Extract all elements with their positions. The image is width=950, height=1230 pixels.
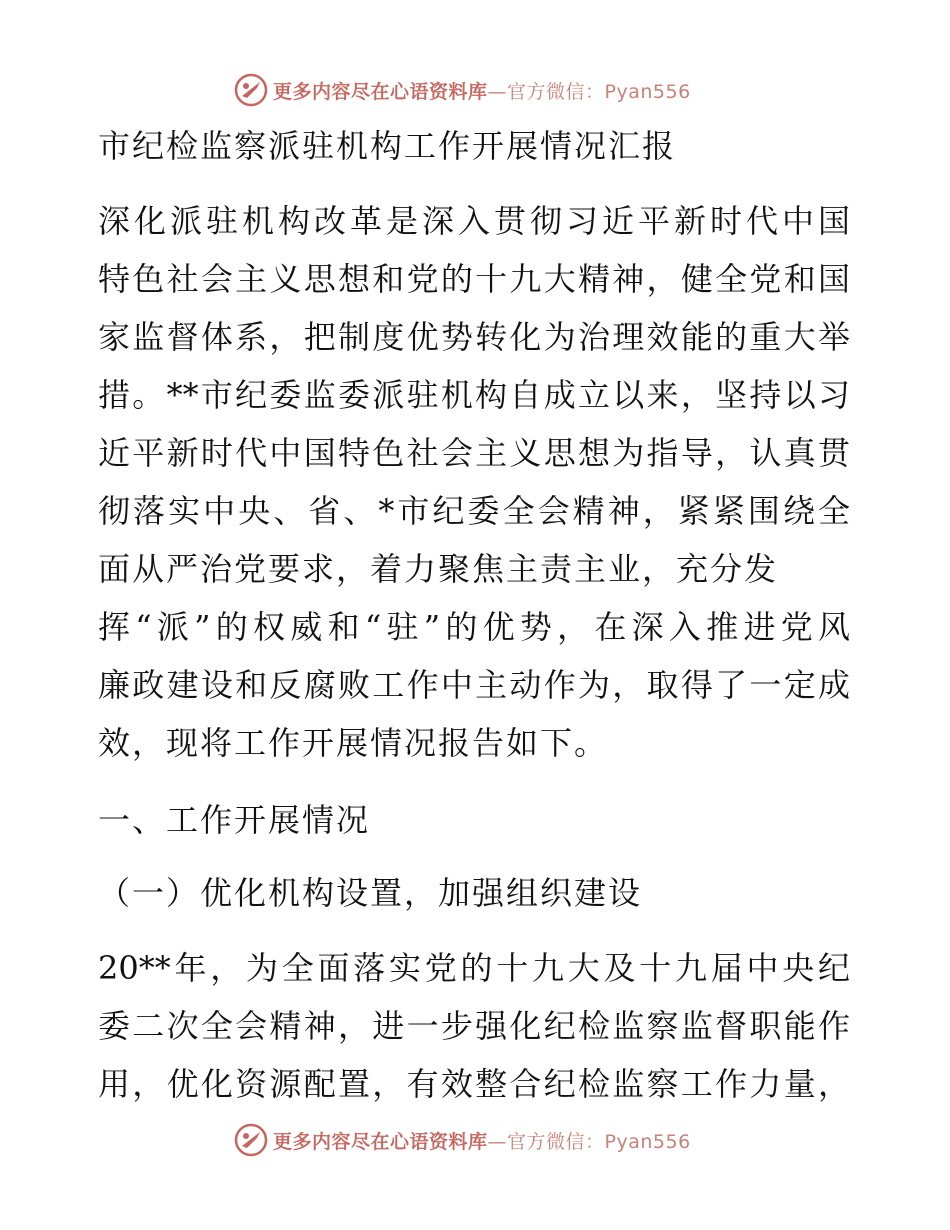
subsection-heading: （一）优化机构设置，加强组织建设	[98, 874, 643, 912]
logo-icon	[233, 72, 269, 108]
paragraph-line: 20**年，为全面落实党的十九大及十九届中央纪	[98, 949, 850, 987]
paragraph-line: 措。**市纪委监委派驻机构自成立以来，坚持以习	[98, 376, 850, 414]
section-heading: 一、工作开展情况	[98, 801, 371, 839]
watermark-footer	[233, 1120, 691, 1160]
document-title: 市纪检监察派驻机构工作开展情况汇报	[98, 127, 677, 165]
watermark-header	[233, 70, 691, 110]
paragraph-line: 委二次全会精神，进一步强化纪检监察监督职能作	[98, 1007, 850, 1045]
paragraph-line: 彻落实中央、省、*市纪委全会精神，紧紧围绕全	[98, 492, 850, 530]
paragraph-line: 面从严治党要求，着力聚焦主责主业，充分发	[98, 550, 779, 588]
paragraph-line: 效，现将工作开展情况报告如下。	[98, 724, 609, 762]
paragraph-line: 深化派驻机构改革是深入贯彻习近平新时代中国	[98, 202, 850, 240]
paragraph-line: 用，优化资源配置，有效整合纪检监察工作力量，	[98, 1065, 850, 1103]
watermark-text: 更多内容尽在心语资料库—官方微信：Pyan556	[273, 80, 691, 103]
paragraph-line: 特色社会主义思想和党的十九大精神，健全党和国	[98, 260, 850, 298]
watermark-text: 更多内容尽在心语资料库—官方微信：Pyan556	[273, 1130, 691, 1153]
paragraph-line: 廉政建设和反腐败工作中主动作为，取得了一定成	[98, 666, 850, 704]
paragraph-line: 近平新时代中国特色社会主义思想为指导，认真贯	[98, 434, 850, 472]
paragraph-line: 家监督体系，把制度优势转化为治理效能的重大举	[98, 318, 850, 356]
logo-icon	[233, 1122, 269, 1158]
paragraph-line: 挥“派”的权威和“驻”的优势，在深入推进党风	[98, 608, 850, 646]
